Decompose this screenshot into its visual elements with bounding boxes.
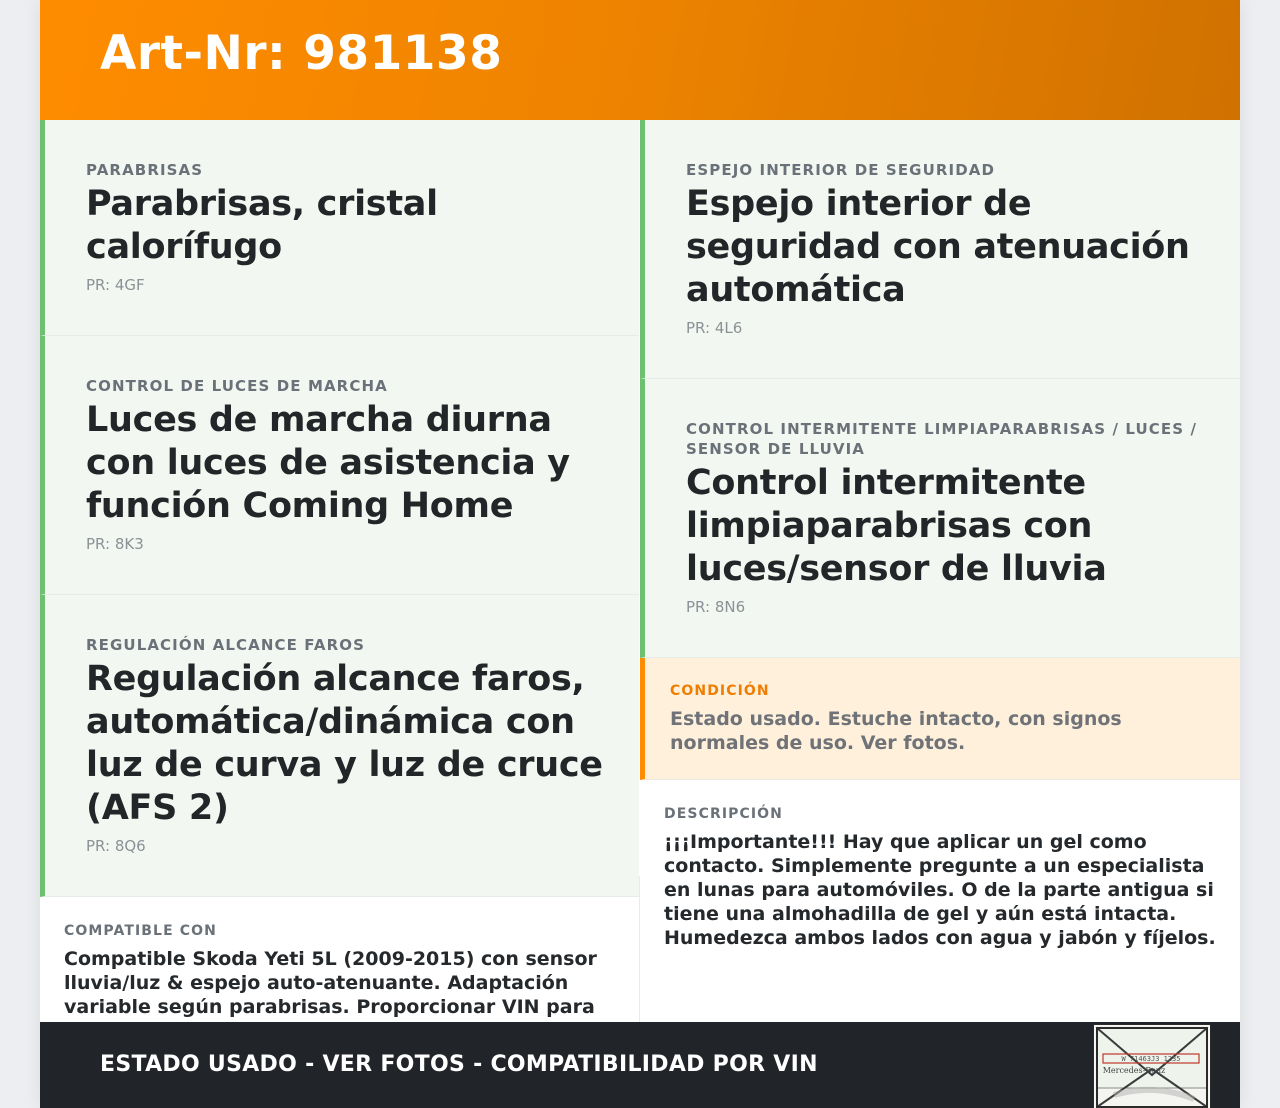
feature-card-headlight-range — [40, 595, 639, 897]
compatible-label: COMPATIBLE CON — [64, 923, 217, 939]
compatible-text: Compatible Skoda Yeti 5L (2009-2015) con sensor lluvia/luz & espejo auto-atenuante. Adaptación variable según parabrisas. Proporcionar VIN para — [64, 948, 597, 1018]
envelope-photo-graphic — [1094, 1025, 1210, 1108]
feature-card-daytime-lights — [40, 336, 639, 595]
feature-pr-code: PR: 8N6 — [686, 598, 746, 616]
feature-title: Control intermitente limpiaparabrisas con luces/sensor de lluvia — [686, 463, 1107, 589]
left-column — [40, 120, 639, 1067]
feature-card-windshield — [40, 120, 639, 336]
feature-category: REGULACIÓN ALCANCE FAROS — [86, 636, 366, 654]
feature-title: Parabrisas, cristal calorífugo — [86, 184, 438, 267]
condition-text: Estado usado. Estuche intacto, con signos normales de uso. Ver fotos. — [670, 708, 1122, 754]
feature-category: PARABRISAS — [86, 161, 204, 179]
feature-category: CONTROL INTERMITENTE LIMPIAPARABRISAS / LUCES / SENSOR DE LLUVIA — [686, 420, 1198, 458]
description-label: DESCRIPCIÓN — [664, 806, 783, 822]
description-text: ¡¡¡Importante!!! Hay que aplicar un gel como contacto. Simplemente pregunte a un especialista en lunas para automóviles. O de la parte antigua si tiene una almohadilla de gel y aún está intacta. Humedezca ambos lados con agua y jabón y fíjelos. — [664, 831, 1216, 949]
thumbnail-code: W 71463J3 1235 — [1121, 1055, 1181, 1063]
feature-category: ESPEJO INTERIOR DE SEGURIDAD — [686, 161, 996, 179]
article-number-title: Art-Nr: 981138 — [100, 26, 503, 81]
footer-text: ESTADO USADO - VER FOTOS - COMPATIBILIDAD POR VIN — [100, 1052, 818, 1077]
feature-pr-code: PR: 8K3 — [86, 535, 144, 553]
right-column — [640, 120, 1240, 974]
envelope-photo-icon[interactable] — [1093, 1024, 1211, 1108]
feature-category: CONTROL DE LUCES DE MARCHA — [86, 377, 388, 395]
thumbnail-caption: Mercedes-Benz — [1102, 1066, 1166, 1075]
feature-title: Luces de marcha diurna con luces de asistencia y función Coming Home — [86, 400, 570, 526]
feature-pr-code: PR: 4L6 — [686, 319, 743, 337]
condition-label: CONDICIÓN — [670, 683, 770, 699]
feature-pr-code: PR: 8Q6 — [86, 837, 146, 855]
feature-card-interior-mirror — [640, 120, 1240, 379]
description-section — [640, 780, 1240, 974]
feature-card-rain-sensor — [640, 379, 1240, 658]
feature-title: Regulación alcance faros, automática/dinámica con luz de curva y luz de cruce (AFS 2) — [86, 659, 603, 828]
header-banner — [40, 0, 1240, 120]
feature-pr-code: PR: 4GF — [86, 276, 145, 294]
feature-title: Espejo interior de seguridad con atenuación automática — [686, 184, 1190, 310]
condition-section — [640, 658, 1240, 780]
footer-bar — [40, 1022, 1240, 1108]
product-sheet — [40, 0, 1240, 1108]
